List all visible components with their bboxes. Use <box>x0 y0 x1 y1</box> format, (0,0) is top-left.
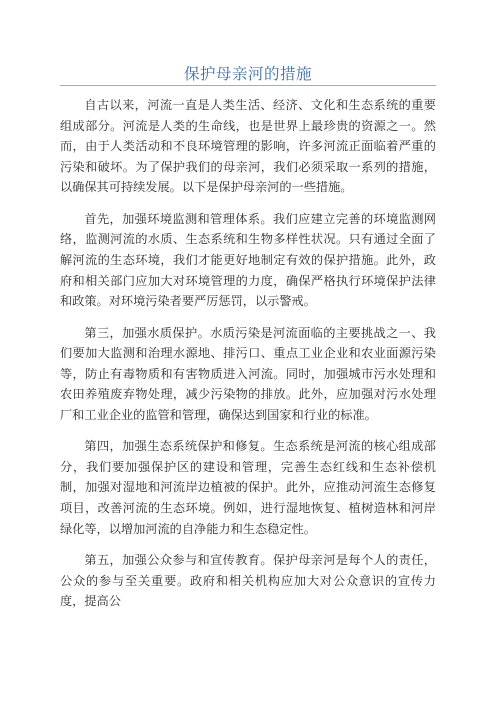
paragraph-ecosystem: 第四，加强生态系统保护和修复。生态系统是河流的核心组成部分，我们要加强保护区的建设和管理，完善生态红线和生态补偿机制，加强对湿地和河流岸边植被的保护。此外，应推动河流生态修复项目，改善河流的生态环境。例如，进行湿地恢复、植树造林和河岸绿化等，以增加河流的自净能力和生态稳定性。 <box>60 439 436 536</box>
title-divider <box>60 85 436 86</box>
paragraph-monitoring: 首先，加强环境监测和管理体系。我们应建立完善的环境监测网络，监测河流的水质、生态系统和生物多样性状况。只有通过全面了解河流的生态环境，我们才能更好地制定有效的保护措施。此外，政府和相关部门应加大对环境管理的力度，确保严格执行环境保护法律和政策。对环境污染者要严厉惩罚，以示警戒。 <box>60 211 436 309</box>
document-title: 保护母亲河的措施 <box>183 65 312 83</box>
paragraph-water-quality: 第三，加强水质保护。水质污染是河流面临的主要挑战之一、我们要加大监测和治理水源地、排污口、重点工业企业和农业面源污染等，防止有毒物质和有害物质进入河流。同时，加强城市污水处理和农田养殖废弃物处理，减少污染物的排放。此外，应加强对污水处理厂和工业企业的监管和管理，确保达到国家和行业的标准。 <box>60 325 436 422</box>
paragraph-intro: 自古以来，河流一直是人类生活、经济、文化和生态系统的重要组成部分。河流是人类的生命线，也是世界上最珍贵的资源之一。然而，由于人类活动和不良环境管理的影响，许多河流正面临着严重的污染和破坏。为了保护我们的母亲河，我们必须采取一系列的措施，以确保其可持续发展。以下是保护母亲河的一些措施。 <box>60 98 436 195</box>
document-body <box>60 95 436 623</box>
paragraph-public-participation: 第五，加强公众参与和宣传教育。保护母亲河是每个人的责任，公众的参与至关重要。政府和相关机构应加大对公众意识的宣传力度，提高公 <box>60 553 436 609</box>
